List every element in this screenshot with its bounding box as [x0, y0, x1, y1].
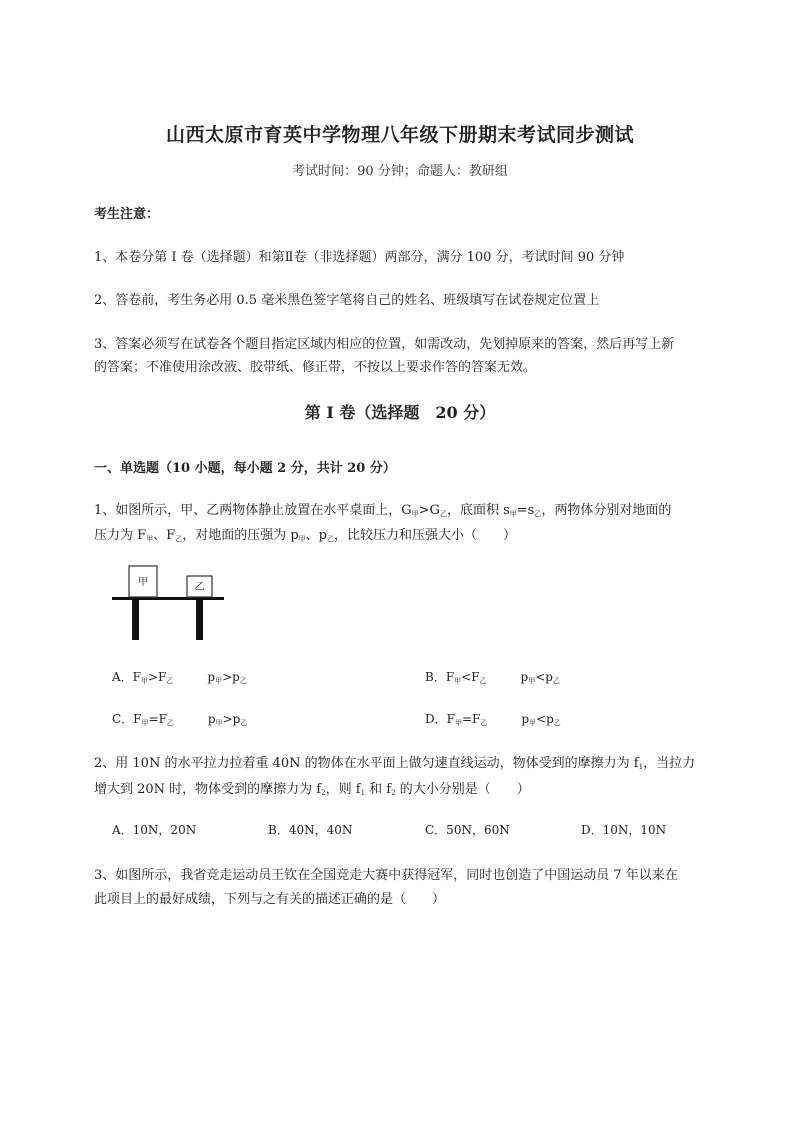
notice-item-3-line-1: 3、答案必须写在试卷各个题目指定区域内相应的位置，如需改动，先划掉原来的答案，然后再写上新 [94, 337, 675, 352]
q1-line-1: 1、如图所示，甲、乙两物体静止放置在水平桌面上，$G_甲>G_乙$，底面积 $s_甲=s_乙$，两物体分别对地面的 [94, 503, 672, 518]
block-jia-label: 甲 [138, 577, 148, 588]
notice-item-3-line-2: 的答案；不准使用涂改液、胶带纸、修正带，不按以上要求作答的答案无效。 [94, 360, 537, 375]
q1-option-a[interactable]: A．$F_甲>F_乙$ $p_甲>p_乙$ [112, 670, 247, 685]
q1-line-2: 压力为 $F_甲$、$F_乙$，对地面的压强为 $p_甲$、$p_乙$，比较压力和压强大小（ ） [94, 528, 516, 543]
q2-option-a[interactable]: A．10N，20N [112, 823, 197, 837]
q2-option-d[interactable]: D．10N，10N [581, 823, 667, 837]
block-yi-label: 乙 [194, 582, 205, 593]
notice-item-2: 2、答卷前，考生务必用 0.5 毫米黑色签字笔将自己的姓名、班级填写在试卷规定位置上 [94, 293, 600, 308]
table-leg-right [196, 600, 203, 640]
group-heading: 一、单选题（10 小题，每小题 2 分，共计 20 分） [94, 461, 396, 476]
q2-option-c[interactable]: C．50N，60N [425, 823, 510, 837]
exam-subtitle: 考试时间：90 分钟；命题人：教研组 [292, 164, 508, 179]
exam-title: 山西太原市育英中学物理八年级下册期末考试同步测试 [165, 124, 634, 146]
q1-option-d[interactable]: D．$F_甲=F_乙$ $p_甲<p_乙$ [425, 712, 561, 727]
q1-option-c[interactable]: C．$F_甲=F_乙$ $p_甲>p_乙$ [112, 712, 248, 727]
section-title: 第 I 卷（选择题 20 分） [304, 403, 496, 422]
q2-option-b[interactable]: B．40N，40N [268, 823, 353, 837]
notice-item-1: 1、本卷分第 I 卷（选择题）和第Ⅱ卷（非选择题）两部分，满分 100 分，考试时间 90 分钟 [94, 250, 625, 265]
q3-line-2: 此项目上的最好成绩，下列与之有关的描述正确的是（ ） [94, 892, 446, 907]
q1-table-diagram [112, 563, 227, 643]
table-leg-left [132, 600, 139, 640]
q3-line-1: 3、如图所示，我省竞走运动员王钦在全国竞走大赛中获得冠军，同时也创造了中国运动员 7 年以来在 [94, 868, 678, 883]
notice-heading: 考生注意： [94, 207, 160, 222]
q2-line-1: 2、用 10N 的水平拉力拉着重 40N 的物体在水平面上做匀速直线运动，物体受到的摩擦力为 $f_1$，当拉力 [94, 756, 696, 771]
q2-line-2: 增大到 20N 时，物体受到的摩擦力为 $f_2$，则 $f_1$ 和 $f_2$ 的大小分别是（ ） [94, 782, 530, 797]
q1-option-b[interactable]: B．$F_甲<F_乙$ $p_甲<p_乙$ [425, 670, 560, 685]
